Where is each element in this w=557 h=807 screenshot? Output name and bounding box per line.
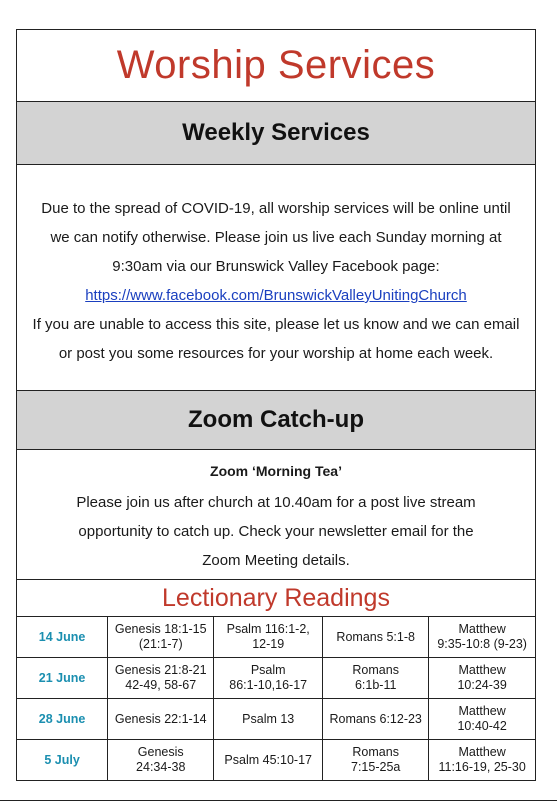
reading-cell: Matthew 10:24-39 bbox=[429, 658, 535, 699]
reading-cell: Romans 5:1-8 bbox=[323, 617, 429, 658]
table-row bbox=[17, 617, 535, 658]
reading-cell: Romans 6:12-23 bbox=[323, 699, 429, 740]
zoom-catchup-body bbox=[17, 450, 535, 580]
page-title: Worship Services bbox=[116, 43, 436, 87]
weekly-services-heading: Weekly Services bbox=[182, 119, 370, 146]
reading-date: 14 June bbox=[17, 617, 108, 658]
zoom-line: opportunity to catch up. Check your newsletter email for the bbox=[78, 523, 474, 540]
reading-cell: Psalm 116:1-2, 12-19 bbox=[214, 617, 323, 658]
facebook-link-line bbox=[25, 281, 527, 310]
reading-date: 21 June bbox=[17, 658, 108, 699]
zoom-catchup-band bbox=[17, 391, 535, 450]
weekly-line: or post you some resources for your worship at home each week. bbox=[58, 345, 494, 362]
reading-date: 5 July bbox=[17, 740, 108, 781]
reading-date: 28 June bbox=[17, 699, 108, 740]
reading-cell: Psalm 86:1-10,16-17 bbox=[214, 658, 323, 699]
zoom-subheading: Zoom ‘Morning Tea’ bbox=[210, 463, 342, 479]
lectionary-table bbox=[17, 616, 535, 780]
reading-cell: Psalm 13 bbox=[214, 699, 323, 740]
weekly-line: If you are unable to access this site, please let us know and we can email bbox=[32, 316, 520, 333]
reading-cell: Romans 6:1b-11 bbox=[323, 658, 429, 699]
lectionary-title-row bbox=[17, 580, 535, 616]
zoom-line: Please join us after church at 10.40am for a post live stream bbox=[76, 494, 476, 511]
reading-cell: Matthew 10:40-42 bbox=[429, 699, 535, 740]
weekly-line: 9:30am via our Brunswick Valley Facebook page: bbox=[112, 258, 440, 275]
lectionary-heading: Lectionary Readings bbox=[162, 583, 390, 612]
weekly-services-band bbox=[17, 102, 535, 165]
title-row bbox=[17, 30, 535, 102]
weekly-services-body bbox=[17, 165, 535, 391]
table-row bbox=[17, 699, 535, 740]
reading-cell: Genesis 24:34-38 bbox=[108, 740, 214, 781]
flyer-frame bbox=[16, 29, 536, 781]
reading-cell: Genesis 22:1-14 bbox=[108, 699, 214, 740]
weekly-line: we can notify otherwise. Please join us live each Sunday morning at bbox=[50, 229, 502, 246]
reading-cell: Genesis 18:1-15 (21:1-7) bbox=[108, 617, 214, 658]
table-row bbox=[17, 740, 535, 781]
reading-cell: Genesis 21:8-21 42-49, 58-67 bbox=[108, 658, 214, 699]
facebook-link[interactable]: https://www.facebook.com/BrunswickValleyUnitingChurch bbox=[85, 287, 467, 304]
reading-cell: Matthew 11:16-19, 25-30 bbox=[429, 740, 535, 781]
table-row bbox=[17, 658, 535, 699]
reading-cell: Psalm 45:10-17 bbox=[214, 740, 323, 781]
reading-cell: Matthew 9:35-10:8 (9-23) bbox=[429, 617, 535, 658]
bottom-divider bbox=[0, 800, 557, 801]
zoom-line: Zoom Meeting details. bbox=[202, 552, 350, 569]
weekly-line: Due to the spread of COVID-19, all worship services will be online until bbox=[41, 200, 511, 217]
reading-cell: Romans 7:15-25a bbox=[323, 740, 429, 781]
zoom-catchup-heading: Zoom Catch-up bbox=[188, 406, 364, 433]
